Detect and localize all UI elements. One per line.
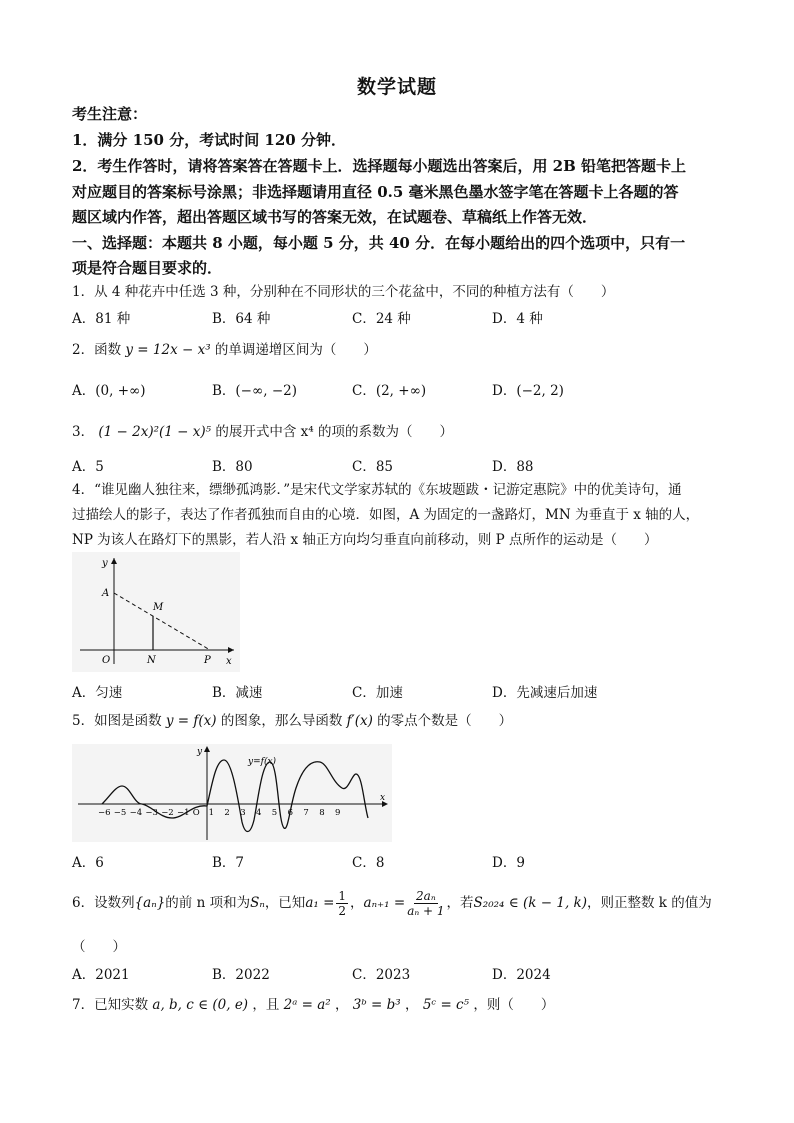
question-6-stem: [72, 886, 722, 920]
question-3-stem: [72, 422, 722, 442]
question-2-option-d: D．(−2, 2): [492, 383, 564, 399]
street-lamp-diagram: [72, 552, 240, 672]
notice-item-2-line-2: 对应题目的答案标号涂黑；非选择题请用直径 0.5 毫米黑色墨水签字笔在答题卡上各题的答: [72, 183, 679, 201]
question-2-option-a: A．(0, +∞): [72, 383, 146, 399]
question-5-suffix: 的零点个数是（ ）: [377, 713, 513, 729]
label-m: M: [153, 602, 164, 613]
question-2-option-c: C．(2, +∞): [352, 383, 427, 399]
curve-label: y=f(x): [248, 757, 277, 767]
question-5-figure: [72, 744, 392, 842]
question-3-option-b: B．80: [212, 459, 253, 475]
x-tick-label: 2: [224, 808, 230, 818]
x-tick-label: −6: [98, 808, 111, 818]
question-4-option-a: A．匀速: [72, 685, 123, 701]
notice-item-2-line-1: 2．考生作答时，请将答案答在答题卡上．选择题每小题选出答案后，用 2B 铅笔把答题卡上: [72, 157, 687, 175]
question-5-stem: [72, 711, 722, 731]
question-4-option-b: B．减速: [212, 685, 263, 701]
x-tick-label: 8: [319, 808, 325, 818]
question-5-formula-1: y = f(x): [165, 713, 217, 729]
question-7-formula: a, b, c ∈ (0, e): [152, 997, 249, 1013]
question-4-option-c: C．加速: [352, 685, 403, 701]
question-7-eq-1: 2ᵃ = a²: [283, 997, 331, 1013]
question-1-option-a: A．81 种: [72, 311, 131, 327]
question-6-option-d: D．2024: [492, 967, 551, 983]
question-4-line-3: NP 为该人在路灯下的黑影，若人沿 x 轴正方向均匀垂直向前移动，则 P 点所作的运动是（ ）: [72, 532, 658, 548]
question-2-formula: y = 12x − x³: [125, 342, 211, 358]
x-tick-label: −1: [177, 808, 190, 818]
question-1-option-c: C．24 种: [352, 311, 411, 327]
x-tick-label: 9: [335, 808, 341, 818]
question-6-text-2: ，已知: [264, 895, 306, 911]
question-5-prefix: 5．如图是函数: [72, 713, 162, 729]
question-2-option-b: B．(−∞, −2): [212, 383, 297, 399]
question-5-formula-2: f′(x): [346, 713, 373, 729]
question-2-prefix: 2．函数: [72, 342, 122, 358]
x-tick-labels: [98, 808, 340, 818]
question-6-text-5: ，则正整数 k 的值为: [586, 895, 712, 911]
question-3-option-c: C．85: [352, 459, 394, 475]
function-graph: [72, 744, 392, 842]
question-3-suffix: 的展开式中含 x⁴ 的项的系数为（ ）: [215, 424, 453, 440]
label-o: O: [102, 655, 111, 666]
notice-heading: 考生注意：: [72, 105, 148, 123]
x-tick-label: 5: [271, 808, 278, 818]
x-tick-label: −3: [145, 808, 158, 818]
question-7-eq-3: 5ᶜ = c⁵: [422, 997, 470, 1013]
label-p: P: [204, 655, 211, 666]
x-tick-label: 6: [287, 808, 294, 818]
section-1-heading-line-1: 一、选择题：本题共 8 小题，每小题 5 分，共 40 分．在每小题给出的四个选项中，只有一: [72, 234, 686, 252]
x-tick-label: 4: [256, 808, 262, 818]
question-5-middle: 的图象，那么导函数: [220, 713, 343, 729]
notice-item-2-line-3: 题区域内作答，超出答题区域书写的答案无效，在试题卷、草稿纸上作答无效．: [72, 208, 598, 226]
question-6-option-a: A．2021: [72, 967, 130, 983]
question-6-seq: {aₙ}: [134, 895, 166, 911]
question-5-option-d: D．9: [492, 855, 525, 871]
notice-item-1: 1．满分 150 分，考试时间 120 分钟．: [72, 131, 346, 149]
question-6-a1: a₁ =: [305, 895, 335, 911]
x-tick-label: −2: [161, 808, 174, 818]
page-title: 数学试题: [356, 76, 437, 98]
question-6-text-1: 的前 n 项和为: [165, 895, 251, 911]
x-axis-arrow-icon: [228, 647, 234, 653]
x-tick-label: −5: [113, 808, 127, 818]
question-4-option-d: D．先减速后加速: [492, 685, 598, 701]
question-7-text-1: ，且: [252, 997, 280, 1013]
question-7-text-2: ，: [334, 997, 349, 1013]
question-6-recurrence-fraction: [407, 889, 444, 918]
question-4-line-1: 4．“谁见幽人独往来，缥缈孤鸿影．”是宋代文学家苏轼的《东坡题跋・记游定惠院》中的优美诗句，通: [72, 482, 682, 498]
question-1-option-b: B．64 种: [212, 311, 271, 327]
x-tick-label: 1: [208, 808, 215, 818]
label-x: x: [380, 793, 386, 803]
x-tick-label: O: [192, 808, 200, 818]
question-6-condition: S₂₀₂₄ ∈ (k − 1, k): [473, 895, 587, 911]
question-5-option-a: A．6: [72, 855, 104, 871]
question-6-text-4: ，若: [446, 895, 474, 911]
question-7-text-3: ，: [405, 997, 419, 1013]
half-numerator: 1: [338, 888, 347, 903]
question-7-suffix: ，则（ ）: [473, 997, 555, 1013]
question-6-half-fraction: [336, 889, 348, 918]
question-7-eq-2: 3ᵇ = b³: [352, 997, 401, 1013]
question-6-answer-paren: （ ）: [72, 939, 126, 955]
question-3-option-d: D．88: [492, 459, 534, 475]
label-y: y: [197, 747, 203, 757]
section-1-heading-line-2: 项是符合题目要求的．: [72, 259, 223, 277]
question-6-an1: aₙ₊₁ =: [363, 895, 406, 911]
question-7-stem: [72, 995, 722, 1015]
question-2-stem: [72, 340, 722, 360]
question-6-text-3: ，: [350, 895, 364, 911]
label-n: N: [147, 655, 156, 666]
function-curve: [102, 760, 368, 832]
x-tick-label: 3: [240, 808, 246, 818]
y-axis-arrow-icon: [204, 746, 210, 752]
recurrence-denominator: aₙ + 1: [407, 903, 445, 918]
question-4-figure: [72, 552, 240, 672]
x-tick-label: −4: [129, 808, 143, 818]
question-6-option-c: C．2023: [352, 967, 411, 983]
y-axis-arrow-icon: [111, 558, 117, 564]
question-3-option-a: A．5: [72, 459, 104, 475]
question-4-line-2: 过描绘人的影子，表达了作者孤独而自由的心境．如图，A 为固定的一盏路灯，MN 为垂直于 x 轴的人，: [72, 507, 700, 523]
recurrence-numerator: 2aₙ: [416, 888, 436, 903]
question-3-prefix: 3．: [72, 424, 95, 440]
label-a: A: [102, 588, 110, 599]
x-tick-label: 7: [303, 808, 309, 818]
label-x: x: [226, 656, 232, 667]
question-6-option-b: B．2022: [212, 967, 270, 983]
question-1-option-d: D．4 种: [492, 311, 543, 327]
label-y: y: [102, 558, 108, 569]
question-6-sn: Sₙ: [250, 895, 265, 911]
question-5-option-c: C．8: [352, 855, 385, 871]
question-2-suffix: 的单调递增区间为（ ）: [214, 342, 377, 358]
question-7-prefix: 7．已知实数: [72, 997, 149, 1013]
half-denominator: 2: [338, 903, 347, 918]
question-1-stem: 1．从 4 种花卉中任选 3 种，分别种在不同形状的三个花盆中，不同的种植方法有（ ）: [72, 284, 615, 300]
question-6-prefix: 6．设数列: [72, 895, 135, 911]
question-3-formula: (1 − 2x)²(1 − x)⁵: [98, 424, 212, 440]
question-5-option-b: B．7: [212, 855, 245, 871]
